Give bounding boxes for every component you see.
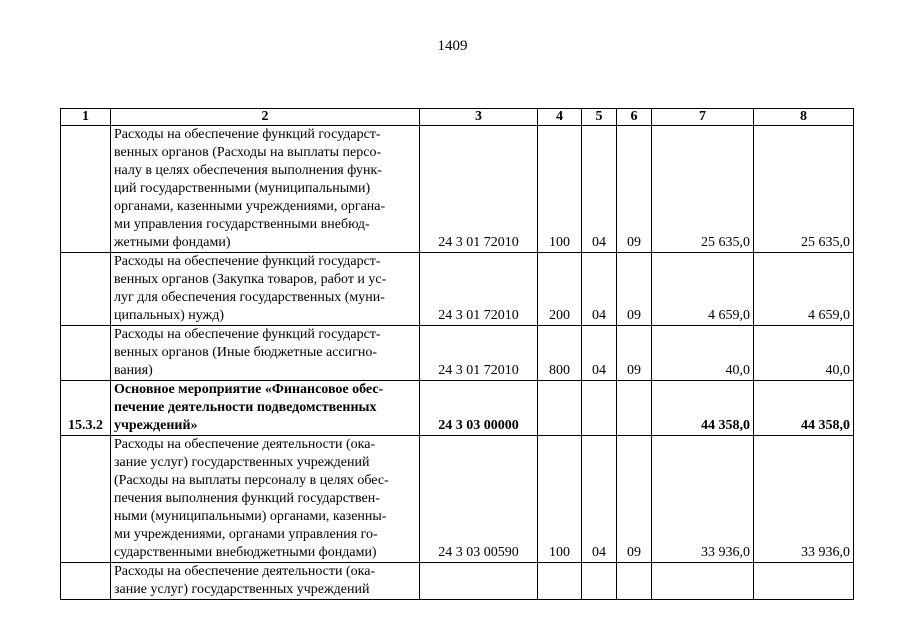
expense-type-cell — [538, 381, 582, 436]
header-col-2: 2 — [111, 109, 420, 126]
page-number: 1409 — [437, 38, 468, 54]
description-line: ми учреждениями, органами управления го- — [114, 527, 378, 542]
amount-col8-cell: 40,0 — [754, 326, 854, 381]
description-cell — [111, 563, 420, 600]
description-cell — [111, 381, 420, 436]
description-line: ций государственными (муниципальными) — [114, 181, 371, 196]
amount-col7-cell: 33 936,0 — [652, 436, 754, 563]
description-line: Расходы на обеспечение деятельности (ока- — [114, 437, 376, 452]
description-line: венных органов (Иные бюджетные ассигно- — [114, 345, 378, 360]
description-line: Расходы на обеспечение функций государст- — [114, 127, 381, 142]
expense-type-cell: 200 — [538, 253, 582, 326]
description-line: зание услуг) государственных учреждений — [114, 582, 370, 597]
subsection-cell: 09 — [617, 436, 652, 563]
description-line: ципальных) нужд) — [114, 308, 225, 323]
table-row — [61, 253, 854, 326]
amount-col8-cell: 4 659,0 — [754, 253, 854, 326]
section-cell — [582, 381, 617, 436]
description-line: Расходы на обеспечение функций государст- — [114, 254, 381, 269]
row-number-cell — [61, 126, 111, 253]
header-col-1: 1 — [61, 109, 111, 126]
table-row — [61, 126, 854, 253]
amount-col7-cell: 4 659,0 — [652, 253, 754, 326]
amount-col7-cell: 25 635,0 — [652, 126, 754, 253]
amount-col8-cell: 25 635,0 — [754, 126, 854, 253]
description-line: ми управления государственными внебюд- — [114, 217, 370, 232]
subsection-cell: 09 — [617, 126, 652, 253]
description-cell — [111, 126, 420, 253]
table-row — [61, 326, 854, 381]
amount-col8-cell — [754, 563, 854, 600]
header-col-5: 5 — [582, 109, 617, 126]
amount-col8-cell: 44 358,0 — [754, 381, 854, 436]
description-line: венных органов (Расходы на выплаты персо- — [114, 145, 382, 160]
subsection-cell — [617, 563, 652, 600]
expense-type-cell: 800 — [538, 326, 582, 381]
amount-col7-cell: 40,0 — [652, 326, 754, 381]
expense-type-cell: 100 — [538, 126, 582, 253]
subsection-cell — [617, 381, 652, 436]
description-cell — [111, 253, 420, 326]
description-line: печения выполнения функций государствен- — [114, 491, 380, 506]
section-cell — [582, 563, 617, 600]
description-line: налу в целях обеспечения выполнения функ- — [114, 163, 382, 178]
amount-col7-cell — [652, 563, 754, 600]
section-cell: 04 — [582, 253, 617, 326]
description-line: (Расходы на выплаты персоналу в целях обес- — [114, 473, 389, 488]
header-col-4: 4 — [538, 109, 582, 126]
table-body — [61, 126, 854, 600]
table-row — [61, 563, 854, 600]
header-row — [61, 109, 854, 126]
subsection-cell: 09 — [617, 326, 652, 381]
description-cell — [111, 436, 420, 563]
subsection-cell: 09 — [617, 253, 652, 326]
classification-code-cell: 24 3 01 72010 — [420, 253, 538, 326]
section-cell: 04 — [582, 126, 617, 253]
row-number-cell — [61, 436, 111, 563]
amount-col8-cell: 33 936,0 — [754, 436, 854, 563]
row-number-cell: 15.3.2 — [61, 381, 111, 436]
header-col-7: 7 — [652, 109, 754, 126]
header-col-6: 6 — [617, 109, 652, 126]
row-number-cell — [61, 326, 111, 381]
header-col-8: 8 — [754, 109, 854, 126]
description-line: Расходы на обеспечение деятельности (ока- — [114, 564, 376, 579]
classification-code-cell: 24 3 01 72010 — [420, 126, 538, 253]
classification-code-cell: 24 3 01 72010 — [420, 326, 538, 381]
description-line: луг для обеспечения государственных (муни- — [114, 290, 385, 305]
description-line: жетными фондами) — [114, 235, 231, 250]
row-number-cell — [61, 253, 111, 326]
row-number-cell — [61, 563, 111, 600]
classification-code-cell: 24 3 03 00000 — [420, 381, 538, 436]
section-cell: 04 — [582, 436, 617, 563]
description-line: Основное мероприятие «Финансовое обес- — [114, 382, 384, 397]
table-row — [61, 381, 854, 436]
expense-type-cell: 100 — [538, 436, 582, 563]
description-line: вания) — [114, 363, 153, 378]
section-cell: 04 — [582, 326, 617, 381]
classification-code-cell — [420, 563, 538, 600]
budget-table — [60, 108, 854, 600]
description-line: органами, казенными учреждениями, органа- — [114, 199, 386, 214]
description-line: зание услуг) государственных учреждений — [114, 455, 370, 470]
table-row — [61, 436, 854, 563]
description-cell — [111, 326, 420, 381]
description-line: сударственными внебюджетными фондами) — [114, 545, 377, 560]
amount-col7-cell: 44 358,0 — [652, 381, 754, 436]
description-line: печение деятельности подведомственных — [114, 400, 377, 415]
description-line: ными (муниципальными) органами, казенны- — [114, 509, 387, 524]
classification-code-cell: 24 3 03 00590 — [420, 436, 538, 563]
description-line: венных органов (Закупка товаров, работ и ус- — [114, 272, 387, 287]
expense-type-cell — [538, 563, 582, 600]
header-col-3: 3 — [420, 109, 538, 126]
description-line: Расходы на обеспечение функций государст- — [114, 327, 381, 342]
description-line: учреждений» — [114, 418, 198, 433]
